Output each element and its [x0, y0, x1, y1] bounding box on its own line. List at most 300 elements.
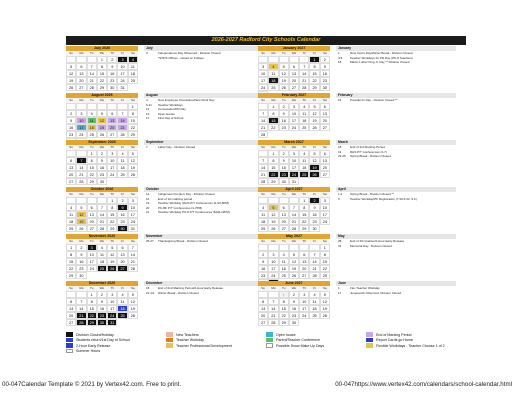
day-cell: 1 [87, 291, 97, 298]
day-cell: 23 [279, 171, 289, 178]
day-cell: 19 [66, 77, 76, 84]
day-cell: 3 [107, 291, 117, 298]
legend-label: Report Cards go Home [376, 338, 413, 342]
day-cell: 27 [299, 272, 309, 279]
weekday-label: Th [302, 239, 307, 243]
day-cell: 25 [268, 84, 278, 91]
day-cell: 6 [279, 204, 289, 211]
day-cell: 2 [279, 103, 289, 110]
day-cell: 16 [320, 70, 330, 77]
weekday-label: Su [69, 145, 73, 149]
day-cell: 30 [117, 225, 127, 232]
empty-cell [258, 197, 268, 204]
day-cell: 24 [87, 265, 97, 272]
event-date: 18 [146, 286, 150, 290]
event-text: Open House [158, 111, 175, 116]
day-cell: 10 [117, 63, 127, 70]
day-grid [66, 244, 138, 279]
day-cell: 10 [258, 70, 268, 77]
day-cell: 11 [299, 157, 309, 164]
day-cell: 7 [76, 298, 86, 305]
event-date: 17 [338, 290, 342, 295]
day-cell: 18 [97, 258, 107, 265]
event-date: 17 [146, 116, 150, 121]
weekday-label: Fr [121, 192, 124, 196]
day-cell: 9 [289, 298, 299, 305]
event-date: 18 [338, 60, 342, 65]
month-events [336, 234, 456, 248]
event-text: RHS P/T Conferences (4-7) [350, 149, 387, 154]
day-cell: 19 [309, 117, 319, 124]
day-cell: 13 [320, 157, 330, 164]
day-cell: 1 [128, 103, 138, 110]
day-grid [258, 291, 330, 326]
day-cell: 23 [107, 77, 117, 84]
weekday-label: Su [69, 98, 73, 102]
month-header: July 2026 [66, 46, 138, 51]
event-text: New Year's Day/Winter Break - Division Closed [350, 51, 413, 55]
event-text: End of 2nd Marking Period/2-Hour Early Release [158, 286, 224, 290]
day-cell: 1 [309, 56, 319, 63]
day-cell: 7 [289, 204, 299, 211]
day-cell: 28 [128, 265, 138, 272]
day-cell: 11 [117, 298, 127, 305]
day-cell: 27 [279, 225, 289, 232]
month-header: November 2026 [66, 234, 138, 239]
event-text: Spring Break - Division Closed [350, 154, 391, 159]
empty-cell [76, 56, 86, 63]
day-cell: 25 [299, 171, 309, 178]
day-cell: 27 [76, 84, 86, 91]
legend-swatch [66, 338, 73, 343]
events-month-label: April [336, 187, 456, 192]
day-cell: 25 [309, 312, 319, 319]
event-text: Winter Break - Division Closed [158, 290, 199, 295]
day-cell: 19 [76, 218, 86, 225]
weekday-label: Mo [271, 145, 276, 149]
day-cell: 22 [87, 171, 97, 178]
day-cell: 24 [299, 312, 309, 319]
day-cell: 7 [128, 244, 138, 251]
weekday-label: Mo [79, 286, 84, 290]
event-text: New Employee Orientation/New Work Day [158, 98, 215, 102]
day-cell: 29 [87, 319, 97, 326]
day-cell: 20 [117, 258, 127, 265]
day-cell: 27 [87, 225, 97, 232]
day-cell: 7 [76, 157, 86, 164]
event-row [144, 239, 264, 244]
day-cell: 23 [258, 272, 268, 279]
day-cell: 17 [258, 77, 268, 84]
day-cell: 7 [258, 157, 268, 164]
day-cell: 16 [107, 70, 117, 77]
weekday-label: Tu [282, 286, 286, 290]
day-cell: 24 [107, 171, 117, 178]
weekday-label: Mo [271, 51, 276, 55]
day-cell: 21 [117, 124, 127, 131]
day-cell: 21 [87, 77, 97, 84]
day-cell: 3 [258, 63, 268, 70]
day-cell: 17 [87, 258, 97, 265]
day-cell: 20 [66, 312, 76, 319]
day-cell: 11 [87, 117, 97, 124]
month-calendar [258, 93, 330, 138]
day-cell: 31 [107, 319, 117, 326]
day-cell: 2 [320, 56, 330, 63]
empty-cell [258, 56, 268, 63]
event-text: Martin Luther King Jr. Day ** Division Closed [350, 60, 410, 65]
day-cell: 24 [268, 272, 278, 279]
month-header: February 2027 [258, 93, 330, 98]
day-cell: 7 [258, 110, 268, 117]
events-month-label: September [144, 140, 264, 145]
day-cell: 21 [268, 312, 278, 319]
day-cell: 21 [76, 312, 86, 319]
day-cell: 30 [309, 225, 319, 232]
weekday-label: Fr [121, 98, 124, 102]
legend-label: End of Marking Period [376, 332, 412, 337]
event-date: 1 [338, 51, 340, 55]
day-cell: 20 [87, 218, 97, 225]
day-cell: 9 [107, 63, 117, 70]
empty-cell [66, 197, 76, 204]
weekday-label: Su [261, 145, 265, 149]
day-cell: 8 [279, 298, 289, 305]
day-cell: 26 [268, 225, 278, 232]
day-cell: 28 [258, 131, 268, 138]
day-cell: 15 [87, 164, 97, 171]
day-cell: 19 [279, 77, 289, 84]
day-cell: 5 [76, 204, 86, 211]
day-cell: 13 [87, 211, 97, 218]
day-cell: 8 [309, 63, 319, 70]
day-cell: 25 [117, 171, 127, 178]
weekday-label: Th [302, 145, 307, 149]
weekday-label: Th [302, 192, 307, 196]
day-cell: 1 [97, 56, 107, 63]
day-grid [66, 197, 138, 232]
month-events [144, 187, 264, 215]
day-cell: 9 [117, 204, 127, 211]
day-cell: 8 [320, 251, 330, 258]
event-row [336, 98, 456, 103]
event-text: Independence Day Observed - Division Closed [158, 51, 221, 55]
weekday-label: Tu [90, 192, 94, 196]
weekday-label: Fr [313, 239, 316, 243]
day-cell: 18 [66, 218, 76, 225]
weekday-label: Th [110, 98, 115, 102]
day-cell: 9 [258, 258, 268, 265]
weekday-label: Th [110, 192, 115, 196]
empty-cell [66, 291, 76, 298]
empty-cell [97, 197, 107, 204]
event-text: End of 3rd Marking Period [350, 145, 385, 149]
day-cell: 25 [87, 131, 97, 138]
weekday-label: Sa [323, 286, 327, 290]
empty-cell [97, 103, 107, 110]
day-cell: 5 [268, 204, 278, 211]
day-cell: 3 [320, 197, 330, 204]
day-cell: 19 [97, 124, 107, 131]
day-cell: 1 [268, 150, 278, 157]
day-cell: 14 [87, 70, 97, 77]
day-cell: 7 [299, 63, 309, 70]
day-cell: 18 [309, 305, 319, 312]
month-calendar [66, 234, 138, 279]
day-cell: 9 [66, 117, 76, 124]
weekday-label: We [291, 192, 297, 196]
day-cell: 18 [258, 218, 268, 225]
day-cell: 25 [279, 272, 289, 279]
day-cell: 14 [76, 164, 86, 171]
day-cell: 1 [299, 197, 309, 204]
day-cell: 4 [279, 251, 289, 258]
day-cell: 9 [97, 157, 107, 164]
legend-swatch [366, 343, 373, 348]
day-cell: 3 [268, 251, 278, 258]
day-cell: 7 [268, 298, 278, 305]
day-cell: 15 [107, 211, 117, 218]
day-cell: 25 [117, 312, 127, 319]
legend-item [366, 332, 412, 337]
weekday-label: Sa [323, 98, 327, 102]
weekday-label: Su [261, 51, 265, 55]
empty-cell [87, 56, 97, 63]
day-cell: 8 [66, 251, 76, 258]
day-cell: 24 [320, 218, 330, 225]
weekday-label: Tu [90, 98, 94, 102]
day-cell: 15 [97, 70, 107, 77]
day-cell: 12 [309, 110, 319, 117]
legend-swatch [366, 332, 373, 337]
day-cell: 12 [107, 251, 117, 258]
day-cell: 26 [97, 131, 107, 138]
day-cell: 30 [97, 178, 107, 185]
event-text: President's Day - Division Closed ** [350, 98, 398, 102]
event-row [336, 60, 456, 65]
day-cell: 20 [76, 77, 86, 84]
day-cell: 14 [76, 305, 86, 312]
day-cell: 28 [76, 319, 86, 326]
day-cell: 23 [320, 77, 330, 84]
empty-cell [76, 291, 86, 298]
event-date: 4-5 [338, 55, 343, 60]
day-cell: 16 [289, 305, 299, 312]
day-cell: 6 [107, 110, 117, 117]
legend-item [366, 343, 445, 348]
month-calendar [66, 46, 138, 91]
day-cell: 27 [289, 84, 299, 91]
event-text: Flex Teacher Workday [350, 286, 380, 290]
event-text: Teacher Workdays for PD Day (PK-8 Teachers) [350, 55, 413, 60]
day-cell: 29 [268, 178, 278, 185]
legend-label: Possible Snow Make Up Days [276, 343, 325, 348]
day-cell: 20 [299, 265, 309, 272]
event-date: 1 [338, 286, 340, 290]
day-cell: 21 [258, 171, 268, 178]
day-cell: 17 [128, 211, 138, 218]
event-text: *SOPS Offices - closed on Fridays [158, 55, 204, 60]
day-cell: 30 [289, 319, 299, 326]
event-row [336, 291, 456, 296]
day-cell: 15 [279, 305, 289, 312]
weekday-label: Th [302, 51, 307, 55]
day-cell: 12 [128, 298, 138, 305]
legend-label: Parent/Teacher Conference [276, 338, 320, 342]
weekday-label: Fr [121, 239, 124, 243]
day-cell: 18 [117, 164, 127, 171]
calendar-title: 2026-2027 Radford City Schools Calendar [66, 36, 466, 45]
legend-label: Summer Hours [76, 349, 101, 353]
event-date: 12 [146, 192, 150, 196]
weekday-label: Tu [282, 192, 286, 196]
weekday-label: Mo [271, 239, 276, 243]
day-cell: 10 [128, 204, 138, 211]
legend-item [166, 338, 204, 343]
day-cell: 5 [289, 251, 299, 258]
day-cell: 5 [309, 103, 319, 110]
day-cell: 24 [258, 84, 268, 91]
weekday-label: Fr [313, 98, 316, 102]
empty-cell [76, 103, 86, 110]
day-cell: 17 [107, 305, 117, 312]
day-cell: 9 [320, 63, 330, 70]
empty-cell [289, 197, 299, 204]
day-cell: 14 [97, 211, 107, 218]
weekday-label: Mo [79, 239, 84, 243]
weekday-label: Sa [131, 286, 135, 290]
month-calendar [258, 140, 330, 185]
empty-cell [258, 291, 268, 298]
weekday-label: Th [110, 239, 115, 243]
day-cell: 29 [309, 84, 319, 91]
legend-label: New Teachers [176, 332, 199, 337]
day-cell: 22 [320, 265, 330, 272]
event-text: First Day of School [158, 116, 184, 121]
event-text: Teacher Workday PK-8 P/T Conferences (8AM-12PM) [158, 210, 230, 215]
footer-right: 00-047https://www.vertex42.com/calendars/school-calendar.html [335, 381, 512, 388]
weekday-label: Tu [90, 239, 94, 243]
empty-cell [107, 103, 117, 110]
legend-item [66, 338, 130, 343]
day-cell: 29 [87, 178, 97, 185]
event-text: Convocation/PD Day [158, 107, 186, 112]
day-cell: 26 [279, 84, 289, 91]
day-cell: 13 [66, 305, 76, 312]
day-cell: 5 [128, 291, 138, 298]
day-cell: 1 [268, 103, 278, 110]
events-month-label: August [144, 93, 264, 98]
day-cell: 13 [107, 117, 117, 124]
month-events [336, 140, 456, 159]
day-cell: 4 [299, 150, 309, 157]
month-events [144, 234, 264, 244]
weekday-label: Fr [121, 51, 124, 55]
day-cell: 3 [128, 197, 138, 204]
event-row [336, 197, 456, 202]
day-cell: 7 [309, 251, 319, 258]
day-cell: 2 [117, 197, 127, 204]
weekday-label: Sa [323, 239, 327, 243]
weekday-label: We [99, 192, 105, 196]
day-cell: 5 [107, 244, 117, 251]
legend-item [66, 349, 100, 354]
events-month-label: November [144, 234, 264, 239]
weekday-label: Tu [282, 51, 286, 55]
month-calendar [66, 93, 138, 145]
empty-cell [279, 197, 289, 204]
day-cell: 10 [87, 251, 97, 258]
day-cell: 1 [279, 291, 289, 298]
day-cell: 23 [279, 124, 289, 131]
day-cell: 12 [97, 117, 107, 124]
empty-cell [299, 244, 309, 251]
legend-swatch [66, 332, 73, 337]
month-header: September 2026 [66, 140, 138, 145]
day-cell: 28 [299, 84, 309, 91]
day-cell: 6 [320, 103, 330, 110]
day-cell: 26 [128, 312, 138, 319]
event-text: Indigenous People's Day - Division Closed [158, 192, 215, 196]
day-cell: 22 [97, 77, 107, 84]
legend-item [66, 343, 110, 348]
day-cell: 24 [117, 77, 127, 84]
day-cell: 4 [87, 110, 97, 117]
day-cell: 18 [279, 265, 289, 272]
legend-swatch [266, 343, 273, 348]
event-row [144, 291, 264, 296]
empty-cell [309, 244, 319, 251]
event-text: Teacher Workday (RHS P/T Conferences 11:00-5PM) [158, 201, 230, 206]
weekday-label: Mo [79, 145, 84, 149]
day-cell: 20 [279, 218, 289, 225]
day-cell: 14 [268, 305, 278, 312]
day-cell: 16 [97, 164, 107, 171]
events-month-label: October [144, 187, 264, 192]
month-header: January 2027 [258, 46, 330, 51]
day-cell: 22 [128, 124, 138, 131]
weekday-label: Sa [131, 51, 135, 55]
day-cell: 27 [107, 131, 117, 138]
day-cell: 3 [117, 56, 127, 63]
day-cell: 19 [107, 258, 117, 265]
day-cell: 5 [279, 63, 289, 70]
day-cell: 19 [320, 305, 330, 312]
day-cell: 29 [107, 225, 117, 232]
weekday-label: Sa [131, 145, 135, 149]
weekday-label: Mo [79, 192, 84, 196]
day-cell: 15 [299, 211, 309, 218]
weekday-label: Tu [282, 145, 286, 149]
month-header: October 2026 [66, 187, 138, 192]
event-row [144, 56, 264, 61]
day-cell: 25 [299, 124, 309, 131]
day-cell: 3 [289, 150, 299, 157]
day-cell: 25 [97, 265, 107, 272]
event-date: 22-26 [338, 154, 346, 159]
day-cell: 11 [299, 110, 309, 117]
events-month-label: January [336, 46, 456, 51]
day-cell: 26 [76, 225, 86, 232]
day-cell: 24 [289, 171, 299, 178]
day-cell: 22 [268, 124, 278, 131]
month-events [144, 93, 264, 121]
day-cell: 27 [320, 171, 330, 178]
event-row [336, 154, 456, 159]
event-text: Memorial Day - Division Closed [350, 243, 392, 248]
event-date: 18 [338, 145, 342, 149]
day-cell: 26 [128, 171, 138, 178]
